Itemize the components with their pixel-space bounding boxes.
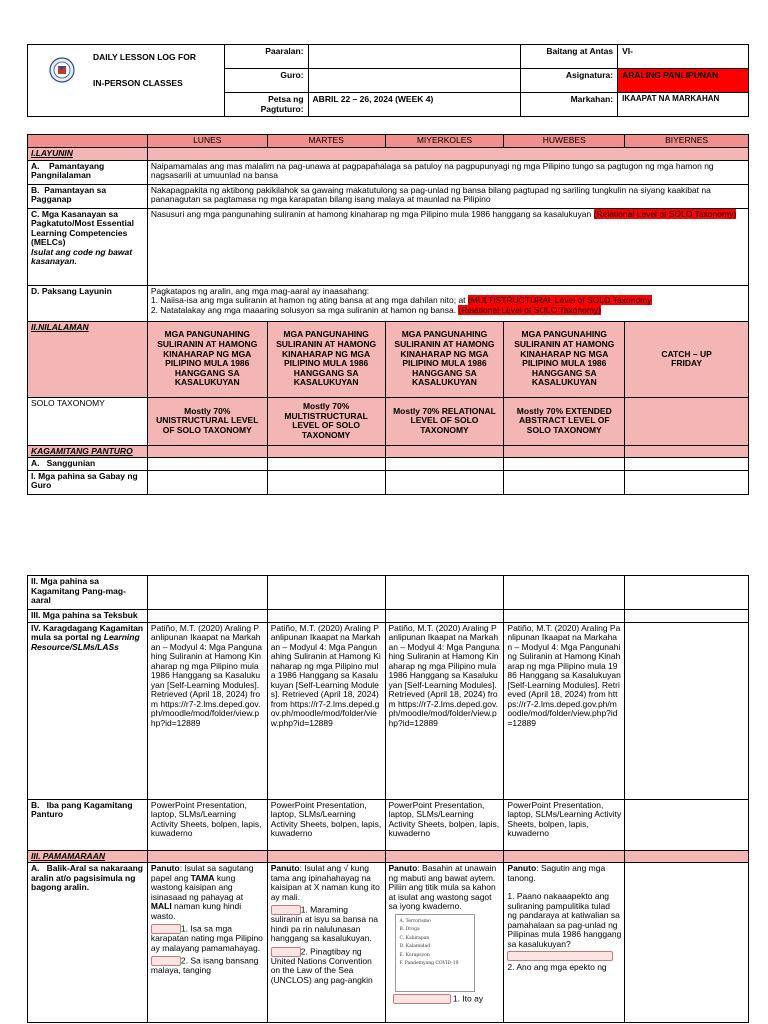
martes-panuto-text: : Isulat ang √ kung tama ang ipinahahayag na kaisipan at X naman kung ito ay mali. (270, 864, 380, 902)
huwebes-question-1: 1. Paano nakaaapekto ang suliraning pampulitika tulad ng pandaraya at katiwalian sa pamahalaan sa pag-unlad ng Pilipinas mula 1986 hanggang sa kasalukuyan? (507, 891, 622, 949)
nilalaman-miyerkoles: MGA PANGUNAHING SULIRANIN AT HAMONG KINAHARAP NG MGA PILIPINO MULA 1986 HANGGANG SA KASALUKUYAN (385, 321, 504, 397)
markahan-label: Markahan: (521, 93, 618, 117)
melc-label-cell (28, 208, 148, 285)
paksang-layunin-2: 2. Natatalakay ang mga maaaring solusyon sa mga suliranin at hamon ng bansa. (150, 304, 459, 315)
miyer-panuto-text: : Basahin at unawain ng mabuti ang bawat aytem. Piliin ang titik mula sa kahon at isulat ang wastong sagot sa iyong kwaderno. (388, 864, 497, 912)
choice-option: C. Kahirapan (399, 935, 430, 941)
lunes-tama: TAMA (190, 872, 215, 883)
solo-martes: Mostly 70% MULTISTRUCTURAL LEVEL OF SOLO TAXONOMY (267, 397, 385, 445)
days-header-row (28, 135, 749, 148)
ref-martes: Patiño, M.T. (2020) Araling Panlipunan Ikaapat na Markahan – Modyul 4: Mga Pangunahing Suliranin at Hamong Kinaharap ng mga Pilipino mula 1986 Hanggang sa Kasalukuyan [Self-Learning Modules]. Retrieved (April 18, 2024) from https://r7-2.lms.deped.gov.ph/moodle/mod/folder/view.php?id=12889 (267, 622, 385, 799)
melc-text-cell (147, 208, 748, 285)
lunes-mali: MALI (150, 901, 172, 912)
nilalaman-lunes: MGA PANGUNAHING SULIRANIN AT HAMONG KINAHARAP NG MGA PILIPINO MULA 1986 HANGGANG SA KASALUKUYAN (147, 321, 267, 397)
martes-item-1: 1. Maraming suliranin at isyu sa bansa na hindi pa rin nalulunasan hanggang sa kasalukuyan. (270, 904, 378, 944)
solo-lunes: Mostly 70% UNISTRUCTURAL LEVEL OF SOLO TAXONOMY (147, 397, 267, 445)
days-header-blank (28, 135, 148, 148)
sanggunian-label: A. Sanggunian (28, 458, 148, 471)
pamantayan-pagganap-text: Nakapagpakita ng aktibong pakikilahok sa gawaing makatutulong sa pag-unlad ng bansa bilang pagtupad ng sariling tungkulin na siyang kaakibat na pananagutan sa pagtamasa ng mga karapatan bilang isang malaya at maunlad na Pilipino (147, 184, 748, 208)
lesson-log-table-continued (27, 575, 749, 1023)
petsa-label: Petsa ng Pagtuturo: (224, 93, 308, 117)
ref-miyerkoles: Patiño, M.T. (2020) Araling Panlipunan Ikaapat na Markahan – Modyul 4: Mga Pangunahing Suliranin at Hamong Kinaharap ng mga Pilipino mula 1986 Hanggang sa Kasalukuyan [Self-Learning Modules]. Retrieved (April 18, 2024) from https://r7-2.lms.deped.gov.ph/moodle/mod/folder/view.php?id=12889 (385, 622, 504, 799)
guro-value (308, 69, 521, 93)
huwebes-panuto-text: : Sagutin ang mga tanong. (507, 864, 606, 883)
pamantayang-pangnilalaman-label: A. Pamantayang Pangnilalaman (28, 160, 148, 184)
header-title-line1: DAILY LESSON LOG FOR (93, 52, 196, 62)
paksang-layunin-label: D. Paksang Layunin (28, 285, 148, 321)
day-biyernes: BIYERNES (625, 135, 749, 148)
baitang-value: VI- (618, 45, 749, 69)
header-table (27, 44, 749, 117)
paksang-layunin-intro: Pagkatapos ng aralin, ang mga mag-aaral ay inaasahang: (150, 285, 370, 296)
choice-option: E. Korapsyon (399, 952, 430, 958)
header-title-cell (28, 45, 225, 117)
choice-option: D. Kalamidad (399, 944, 431, 950)
balik-aral-huwebes (504, 863, 625, 1023)
lunes-item-2: 2. Sa isang bansang malaya, tanging (150, 955, 259, 976)
pamamaraan-section: III. PAMAMARAAN (28, 850, 148, 863)
choice-option: A. Terrorismo (399, 918, 431, 924)
iba-martes: PowerPoint Presentation, laptop, SLMs/Learning Activity Sheets, bolpen, lapis, kuwaderno (267, 799, 385, 850)
markahan-value: IKAAPAT NA MARKAHAN (618, 93, 749, 117)
lr-portal-label: IV. Karagdagang Kagamitan mula sa portal ng (31, 622, 144, 643)
answer-blank[interactable] (393, 994, 451, 1004)
solo-huwebes: Mostly 70% EXTENDED ABSTRACT LEVEL OF SOLO TAXONOMY (504, 397, 625, 445)
lunes-panuto-label: Panuto (150, 864, 180, 874)
lunes-item-1: 1. Isa sa mga karapatan nating mga Pilipino ay malayang pamamahayag. (150, 923, 263, 953)
solo-miyerkoles: Mostly 70% RELATIONAL LEVEL OF SOLO TAXONOMY (385, 397, 504, 445)
huwebes-panuto-label: Panuto (507, 864, 537, 874)
nilalaman-huwebes: MGA PANGUNAHING SULIRANIN AT HAMONG KINAHARAP NG MGA PILIPINO MULA 1986 HANGGANG SA KASALUKUYAN (504, 321, 625, 397)
paksang-layunin-1-highlight: (MULTISTRUCTURAL Level of SOLO Taxonomy (467, 295, 652, 306)
header-title-line2: IN-PERSON CLASSES (93, 78, 183, 88)
balik-aral-label: A. Balik-Aral sa nakaraang aralin at/o pagsisimula ng bagong aralin. (28, 863, 148, 1023)
nilalaman-biyernes: CATCH – UP FRIDAY (625, 321, 749, 397)
miyer-panuto-label: Panuto (388, 864, 418, 874)
lunes-panuto-text3: naman kung hindi wasto. (150, 901, 242, 921)
miyer-item-1: 1. Ito ay (452, 992, 484, 1003)
nilalaman-section: II.NILALAMAN (28, 321, 148, 397)
paaralan-value (308, 45, 521, 69)
ref-lunes: Patiño, M.T. (2020) Araling Panlipunan Ikaapat na Markahan – Modyul 4: Mga Pangunahing Suliranin at Hamong Kinaharap ng mga Pilipino mula 1986 Hanggang sa Kasalukuyan [Self-Learning Modules]. Retrieved (April 18, 2024) from https://r7-2.lms.deped.gov.ph/moodle/mod/folder/view.php?id=12889 (147, 622, 267, 799)
petsa-value: ABRIL 22 – 26, 2024 (WEEK 4) (308, 93, 521, 117)
solo-label: SOLO TAXONOMY (28, 397, 148, 445)
kagamitan-section: KAGAMITANG PANTURO (28, 445, 148, 458)
iba-kagamitan-label: B. Iba pang Kagamitang Panturo (28, 799, 148, 850)
lr-portal-label-cell (28, 622, 148, 799)
iba-miyerkoles: PowerPoint Presentation, laptop, SLMs/Learning Activity Sheets, bolpen, lapis, kuwaderno (385, 799, 504, 850)
ref-huwebes: Patiño, M.T. (2020) Araling Panlipunan Ikaapat na Markahan – Modyul 4: Mga Pangunahing Suliranin at Hamong Kinaharap ng mga Pilipino mula 1986 Hanggang sa Kasalukuyan [Self-Learning Modules]. Retrieved (April 18, 2024) from https://r7-2.lms.deped.gov.ph/moodle/mod/folder/view.php?id=12889 (504, 622, 625, 799)
baitang-label: Baitang at Antas (521, 45, 618, 69)
pamantayan-pagganap-label: B. Pamantayan sa Pagganap (28, 184, 148, 208)
melc-solo-highlight: (Relational Level of SOLO Taxonomy) (593, 208, 737, 219)
day-lunes: LUNES (147, 135, 267, 148)
iba-huwebes: PowerPoint Presentation, laptop, SLMs/Learning Activity Sheets, bolpen, lapis, kuwaderno (504, 799, 625, 850)
balik-aral-lunes (147, 863, 267, 1023)
iba-lunes: PowerPoint Presentation, laptop, SLMs/Learning Activity Sheets, bolpen, lapis, kuwaderno (147, 799, 267, 850)
choice-option: B. Droga (399, 927, 420, 933)
martes-item-2: 2. Pinagtibay ng United Nations Convention on the Law of the Sea (UNCLOS) ang pag-angkin (270, 945, 373, 985)
choice-option: F. Pandemyang COVID-19 (399, 961, 459, 967)
martes-panuto-label: Panuto (270, 864, 300, 874)
day-martes: MARTES (267, 135, 385, 148)
balik-aral-martes (267, 863, 385, 1023)
deped-seal-icon (49, 57, 75, 83)
balik-aral-miyerkoles (385, 863, 504, 1023)
paksang-layunin-cell (147, 285, 748, 321)
lunes-panuto-text2: kung wastong kaisipan ang isinasaad ng pahayag at (150, 872, 244, 902)
paaralan-label: Paaralan: (224, 45, 308, 69)
huwebes-question-2: 2. Ano ang mga epekto ng (507, 962, 607, 973)
paksang-layunin-2-highlight: (Relational Level of SOLO Taxonomy) (458, 304, 601, 315)
teksbuk-label: III. Mga pahina sa Teksbuk (28, 610, 148, 623)
day-huwebes: HUWEBES (504, 135, 625, 148)
melc-text: Nasusuri ang mga pangunahing suliranin at hamong kinaharap ng mga Pilipino mula 1986 hanggang sa kasalukuyan (150, 208, 594, 219)
lesson-log-table (27, 134, 749, 495)
paksang-layunin-1: 1. Naiisa-isa ang mga suliranin at hamon ng ating bansa at ang mga dahilan nito; at (150, 295, 468, 306)
asignatura-value: ARALING PANLIPUNAN (618, 69, 749, 93)
day-miyerkoles: MIYERKOLES (385, 135, 504, 148)
gabay-guro-label: I. Mga pahina sa Gabay ng Guro (28, 470, 148, 494)
melc-label: C. Mga Kasanayan sa Pagkatuto/Most Essential Learning Competencies (MELCs) (31, 208, 134, 248)
guro-label: Guro: (224, 69, 308, 93)
answer-blank[interactable] (507, 951, 613, 961)
pamantayang-pangnilalaman-text: Naipamamalas ang mas malalim na pag-unawa at pagpapahalaga sa patuloy na pagpupunyagi ng mga Pilipino tungo sa pagtugon ng mga hamon ng nagsasarili at umuunlad na bansa (147, 160, 748, 184)
kagamitang-mag-aaral-label: II. Mga pahina sa Kagamitang Pang-mag-aaral (28, 576, 148, 610)
melc-note: Isulat ang code ng bawat kasanayan. (31, 246, 133, 267)
asignatura-label: Asignatura: (521, 69, 618, 93)
lr-portal-label-italic: Learning Resource/SLMs/LASs (31, 632, 140, 652)
choices-box (395, 914, 475, 992)
nilalaman-martes: MGA PANGUNAHING SULIRANIN AT HAMONG KINAHARAP NG MGA PILIPINO MULA 1986 HANGGANG SA KASALUKUYAN (267, 321, 385, 397)
lunes-panuto-text: : Isulat sa sagutang papel ang (150, 864, 254, 883)
layunin-section: I.LAYUNIN (28, 148, 148, 161)
